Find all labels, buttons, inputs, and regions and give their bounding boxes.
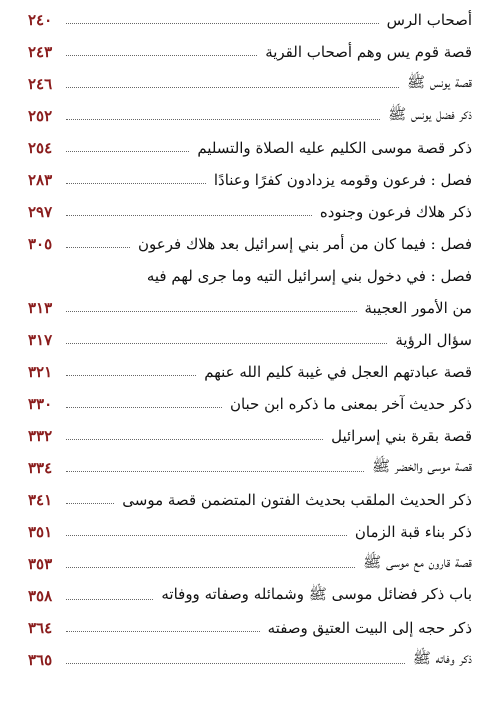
toc-entry[interactable] [28,196,472,228]
toc-entry[interactable] [28,516,472,548]
toc-entry[interactable] [28,292,472,324]
dot-leader [66,599,153,600]
toc-entry-title: قصة قوم يس وهم أصحاب القرية [265,43,472,61]
toc-entry-title: ذكر الحديث الملقب بحديث الفتون المتضمن قصة موسى [122,491,472,509]
toc-entry-title: ذكر هلاك فرعون وجنوده [319,203,472,221]
toc-entry-title: قصة بقرة بني إسرائيل [331,427,472,445]
dot-leader [66,503,114,504]
toc-entry-page-number: ٣٦٥ [28,651,53,669]
toc-entry[interactable] [28,36,472,68]
toc-entry-page-number: ٣١٧ [28,331,53,349]
toc-entry-title: فصل : في دخول بني إسرائيل التيه وما جرى لهم فيه [146,267,472,285]
toc-entry-page-number: ٢٤٠ [28,11,53,29]
toc-entry-page-number: ٢٥٤ [28,139,53,157]
toc-entry[interactable] [28,452,472,484]
dot-leader [66,567,355,568]
toc-entry-title: سؤال الرؤية [395,331,472,349]
toc-entry-page-number: ٣٥٣ [28,555,53,573]
toc-entry[interactable] [28,260,472,292]
dot-leader [66,631,260,632]
dot-leader [66,471,364,472]
toc-entry-page-number: ٣٥١ [28,523,53,541]
toc-entry-page-number: ٢٤٣ [28,43,53,61]
dot-leader [66,151,189,152]
dot-leader [66,343,387,344]
toc-entry[interactable] [28,132,472,164]
toc-entry-page-number: ٣٣٠ [28,395,53,413]
toc-entry-title: قصة موسى والخضر ﷺ [372,457,472,475]
toc-entry-title: فصل : فيما كان من أمر بني إسرائيل بعد هلاك فرعون [138,235,472,253]
dot-leader [66,55,257,56]
dot-leader [66,439,323,440]
toc-entry-page-number: ٣٦٤ [28,619,53,637]
table-of-contents [28,4,472,676]
dot-leader [66,87,399,88]
toc-entry[interactable] [28,324,472,356]
toc-entry-page-number: ٣١٣ [28,299,53,317]
toc-entry-page-number: ٣٤١ [28,491,53,509]
dot-leader [66,23,379,24]
toc-entry[interactable] [28,164,472,196]
toc-entry-page-number: ٢٥٢ [28,107,53,125]
toc-entry-title: ذكر حجه إلى البيت العتيق وصفته [267,619,472,637]
toc-entry-page-number: ٣٢١ [28,363,53,381]
dot-leader [66,535,347,536]
toc-entry-title: قصة قارون مع موسى ﷺ [363,553,472,571]
toc-entry-page-number: ٣٥٨ [28,587,53,605]
dot-leader [66,247,130,248]
toc-entry-page-number: ٣٣٢ [28,427,53,445]
toc-entry-title: ذكر قصة موسى الكليم عليه الصلاة والتسليم [197,139,472,157]
toc-entry-title: من الأمور العجيبة [364,299,472,317]
toc-entry-title: فصل : فرعون وقومه يزدادون كفرًا وعنادًا [213,171,472,189]
toc-entry[interactable] [28,580,472,612]
toc-entry-title: أصحاب الرس [386,11,472,29]
toc-entry[interactable] [28,388,472,420]
toc-entry[interactable] [28,644,472,676]
dot-leader [66,375,196,376]
toc-entry-title: باب ذكر فضائل موسى ﷺ وشمائله وصفاته ووفاته [161,585,472,603]
toc-entry-page-number: ٢٨٣ [28,171,53,189]
toc-entry-page-number: ٣٣٤ [28,459,53,477]
dot-leader [66,183,206,184]
toc-entry[interactable] [28,228,472,260]
toc-entry[interactable] [28,68,472,100]
toc-entry-page-number: ٢٤٦ [28,75,53,93]
toc-entry[interactable] [28,612,472,644]
toc-entry-page-number: ٢٩٧ [28,203,53,221]
toc-entry[interactable] [28,356,472,388]
toc-entry[interactable] [28,484,472,516]
dot-leader [66,215,312,216]
toc-entry-title: قصة عبادتهم العجل في غيبة كليم الله عنهم [204,363,472,381]
toc-entry[interactable] [28,100,472,132]
toc-entry-page-number: ٣٠٥ [28,235,53,253]
toc-entry[interactable] [28,548,472,580]
dot-leader [66,407,222,408]
toc-entry-title: ذكر حديث آخر بمعنى ما ذكره ابن حبان [229,395,472,413]
toc-entry-title: قصة يونس ﷺ [407,73,472,91]
dot-leader [66,311,357,312]
toc-entry[interactable] [28,4,472,36]
toc-entry-title: ذكر وفاته ﷺ [412,649,472,667]
toc-entry-title: ذكر فضل يونس ﷺ [388,105,472,123]
dot-leader [66,663,405,664]
toc-entry[interactable] [28,420,472,452]
toc-entry-title: ذكر بناء قبة الزمان [354,523,472,541]
dot-leader [66,119,380,120]
